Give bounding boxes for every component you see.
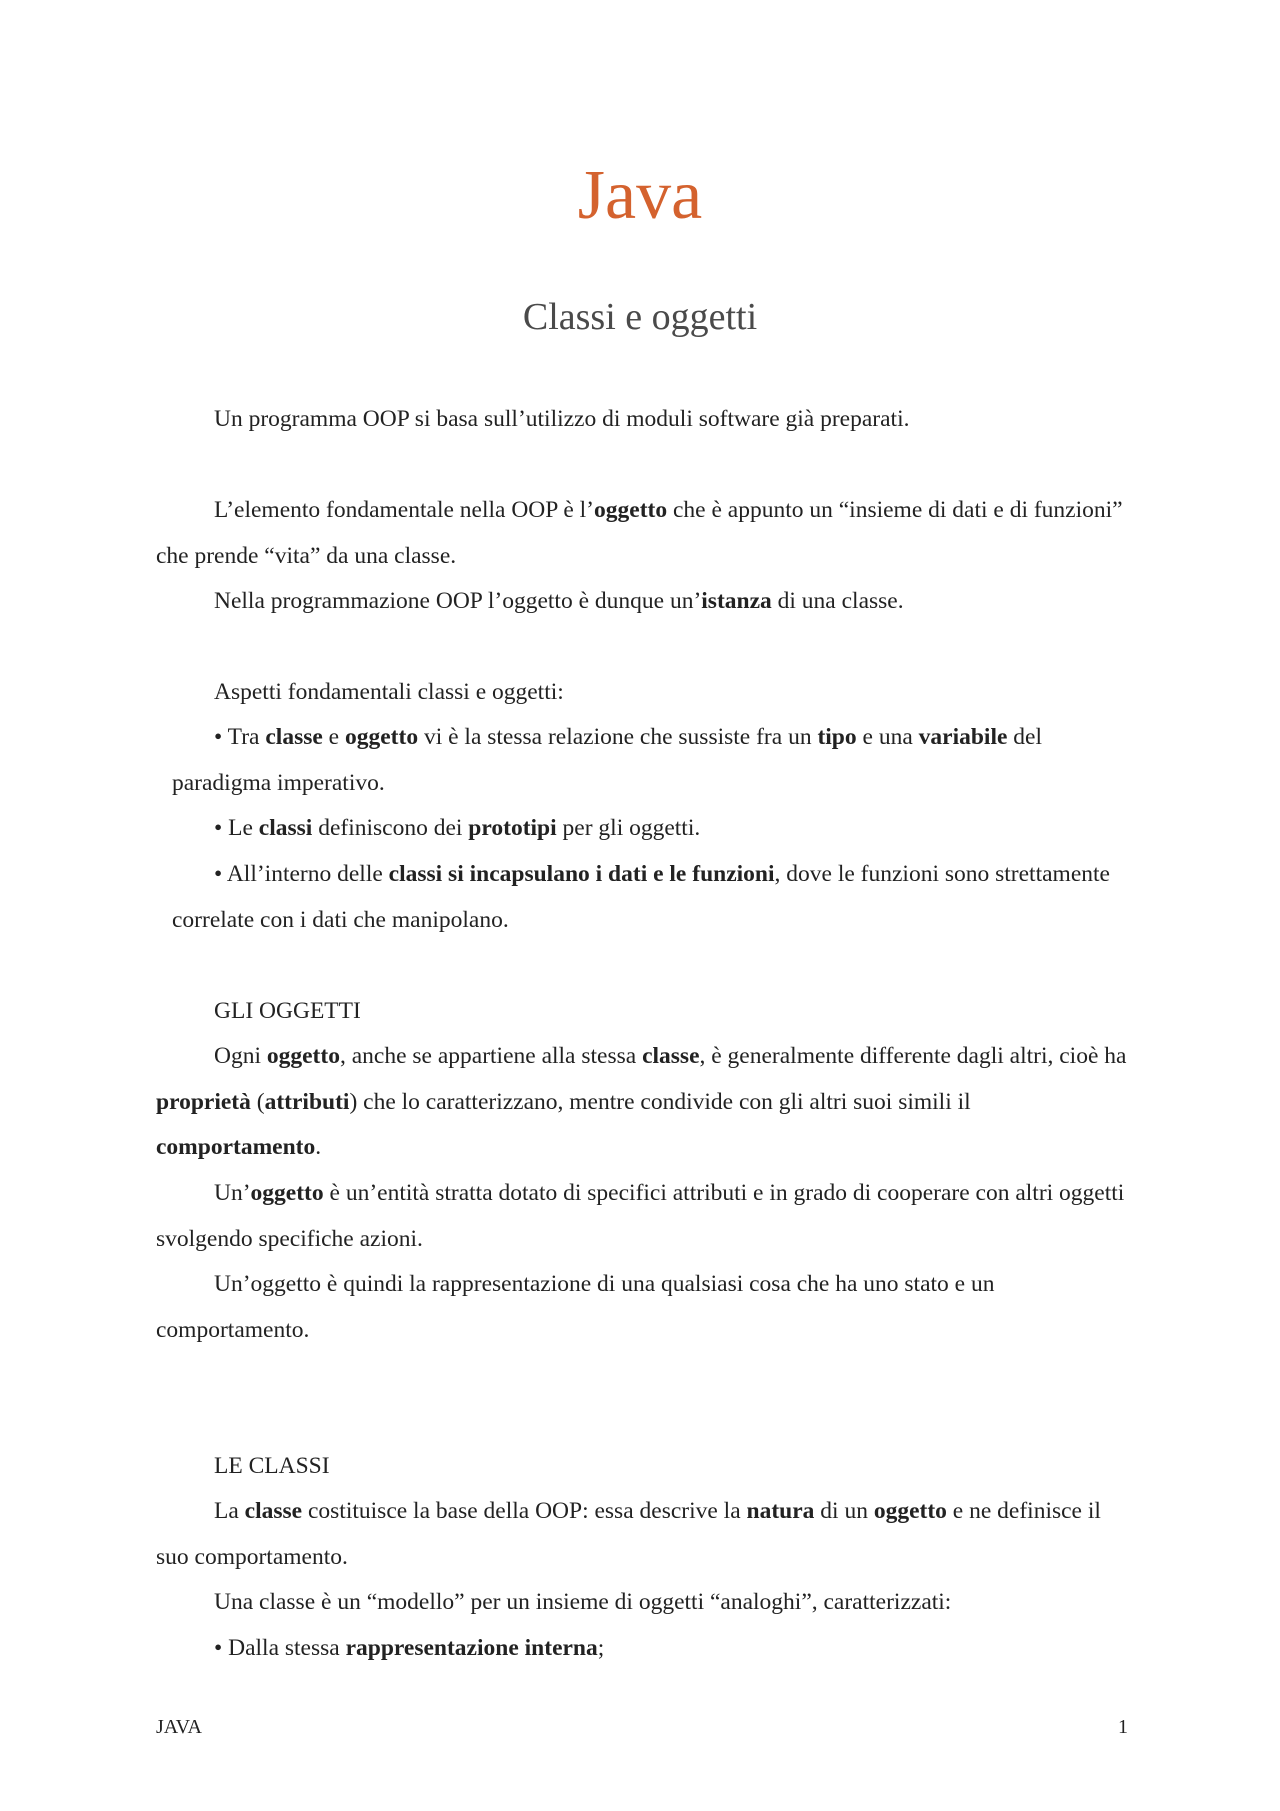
list-item: • Le classi definiscono dei prototipi per gli oggetti. [214,815,701,841]
objects-heading: GLI OGGETTI [214,998,361,1024]
intro-paragraph-2: L’elemento fondamentale nella OOP è l’oggetto che è appunto un “insieme di dati e di funzioni” che prende “vita” da una classe. [156,497,1123,569]
classes-paragraph-1: La classe costituisce la base della OOP: essa descrive la natura di un oggetto e ne definisce il suo comportamento. [156,1498,1101,1570]
list-item: • Dalla stessa rappresentazione interna; [214,1635,605,1661]
objects-paragraph-2: Un’oggetto è un’entità stratta dotato di specifici attributi e in grado di cooperare con altri oggetti svolgendo specifiche azioni. [156,1180,1125,1252]
intro-paragraph-1: Un programma OOP si basa sull’utilizzo di moduli software già preparati. [214,406,910,432]
intro-paragraph-3: Nella programmazione OOP l’oggetto è dunque un’istanza di una classe. [214,588,904,614]
footer-label: JAVA [156,1716,202,1738]
list-item: • Tra classe e oggetto vi è la stessa relazione che sussiste fra un tipo e una variabile del paradigma imperativo. [172,724,1043,796]
objects-paragraph-1: Ogni oggetto, anche se appartiene alla stessa classe, è generalmente differente dagli altri, cioè ha proprietà (attributi) che lo caratterizzano, mentre condivide con gli altri suoi simili il comportamento. [156,1043,1127,1160]
page-number: 1 [1118,1716,1128,1738]
classes-heading: LE CLASSI [214,1453,330,1479]
aspects-heading: Aspetti fondamentali classi e oggetti: [214,679,564,705]
list-item: • All’interno delle classi si incapsulano i dati e le funzioni, dove le funzioni sono strettamente correlate con i dati che manipolano. [172,861,1110,933]
objects-paragraph-3: Un’oggetto è quindi la rappresentazione di una qualsiasi cosa che ha uno stato e un comportamento. [156,1271,995,1343]
document-title: Java [577,157,703,234]
document-subtitle: Classi e oggetti [522,296,758,338]
classes-paragraph-2: Una classe è un “modello” per un insieme di oggetti “analoghi”, caratterizzati: [214,1589,952,1615]
